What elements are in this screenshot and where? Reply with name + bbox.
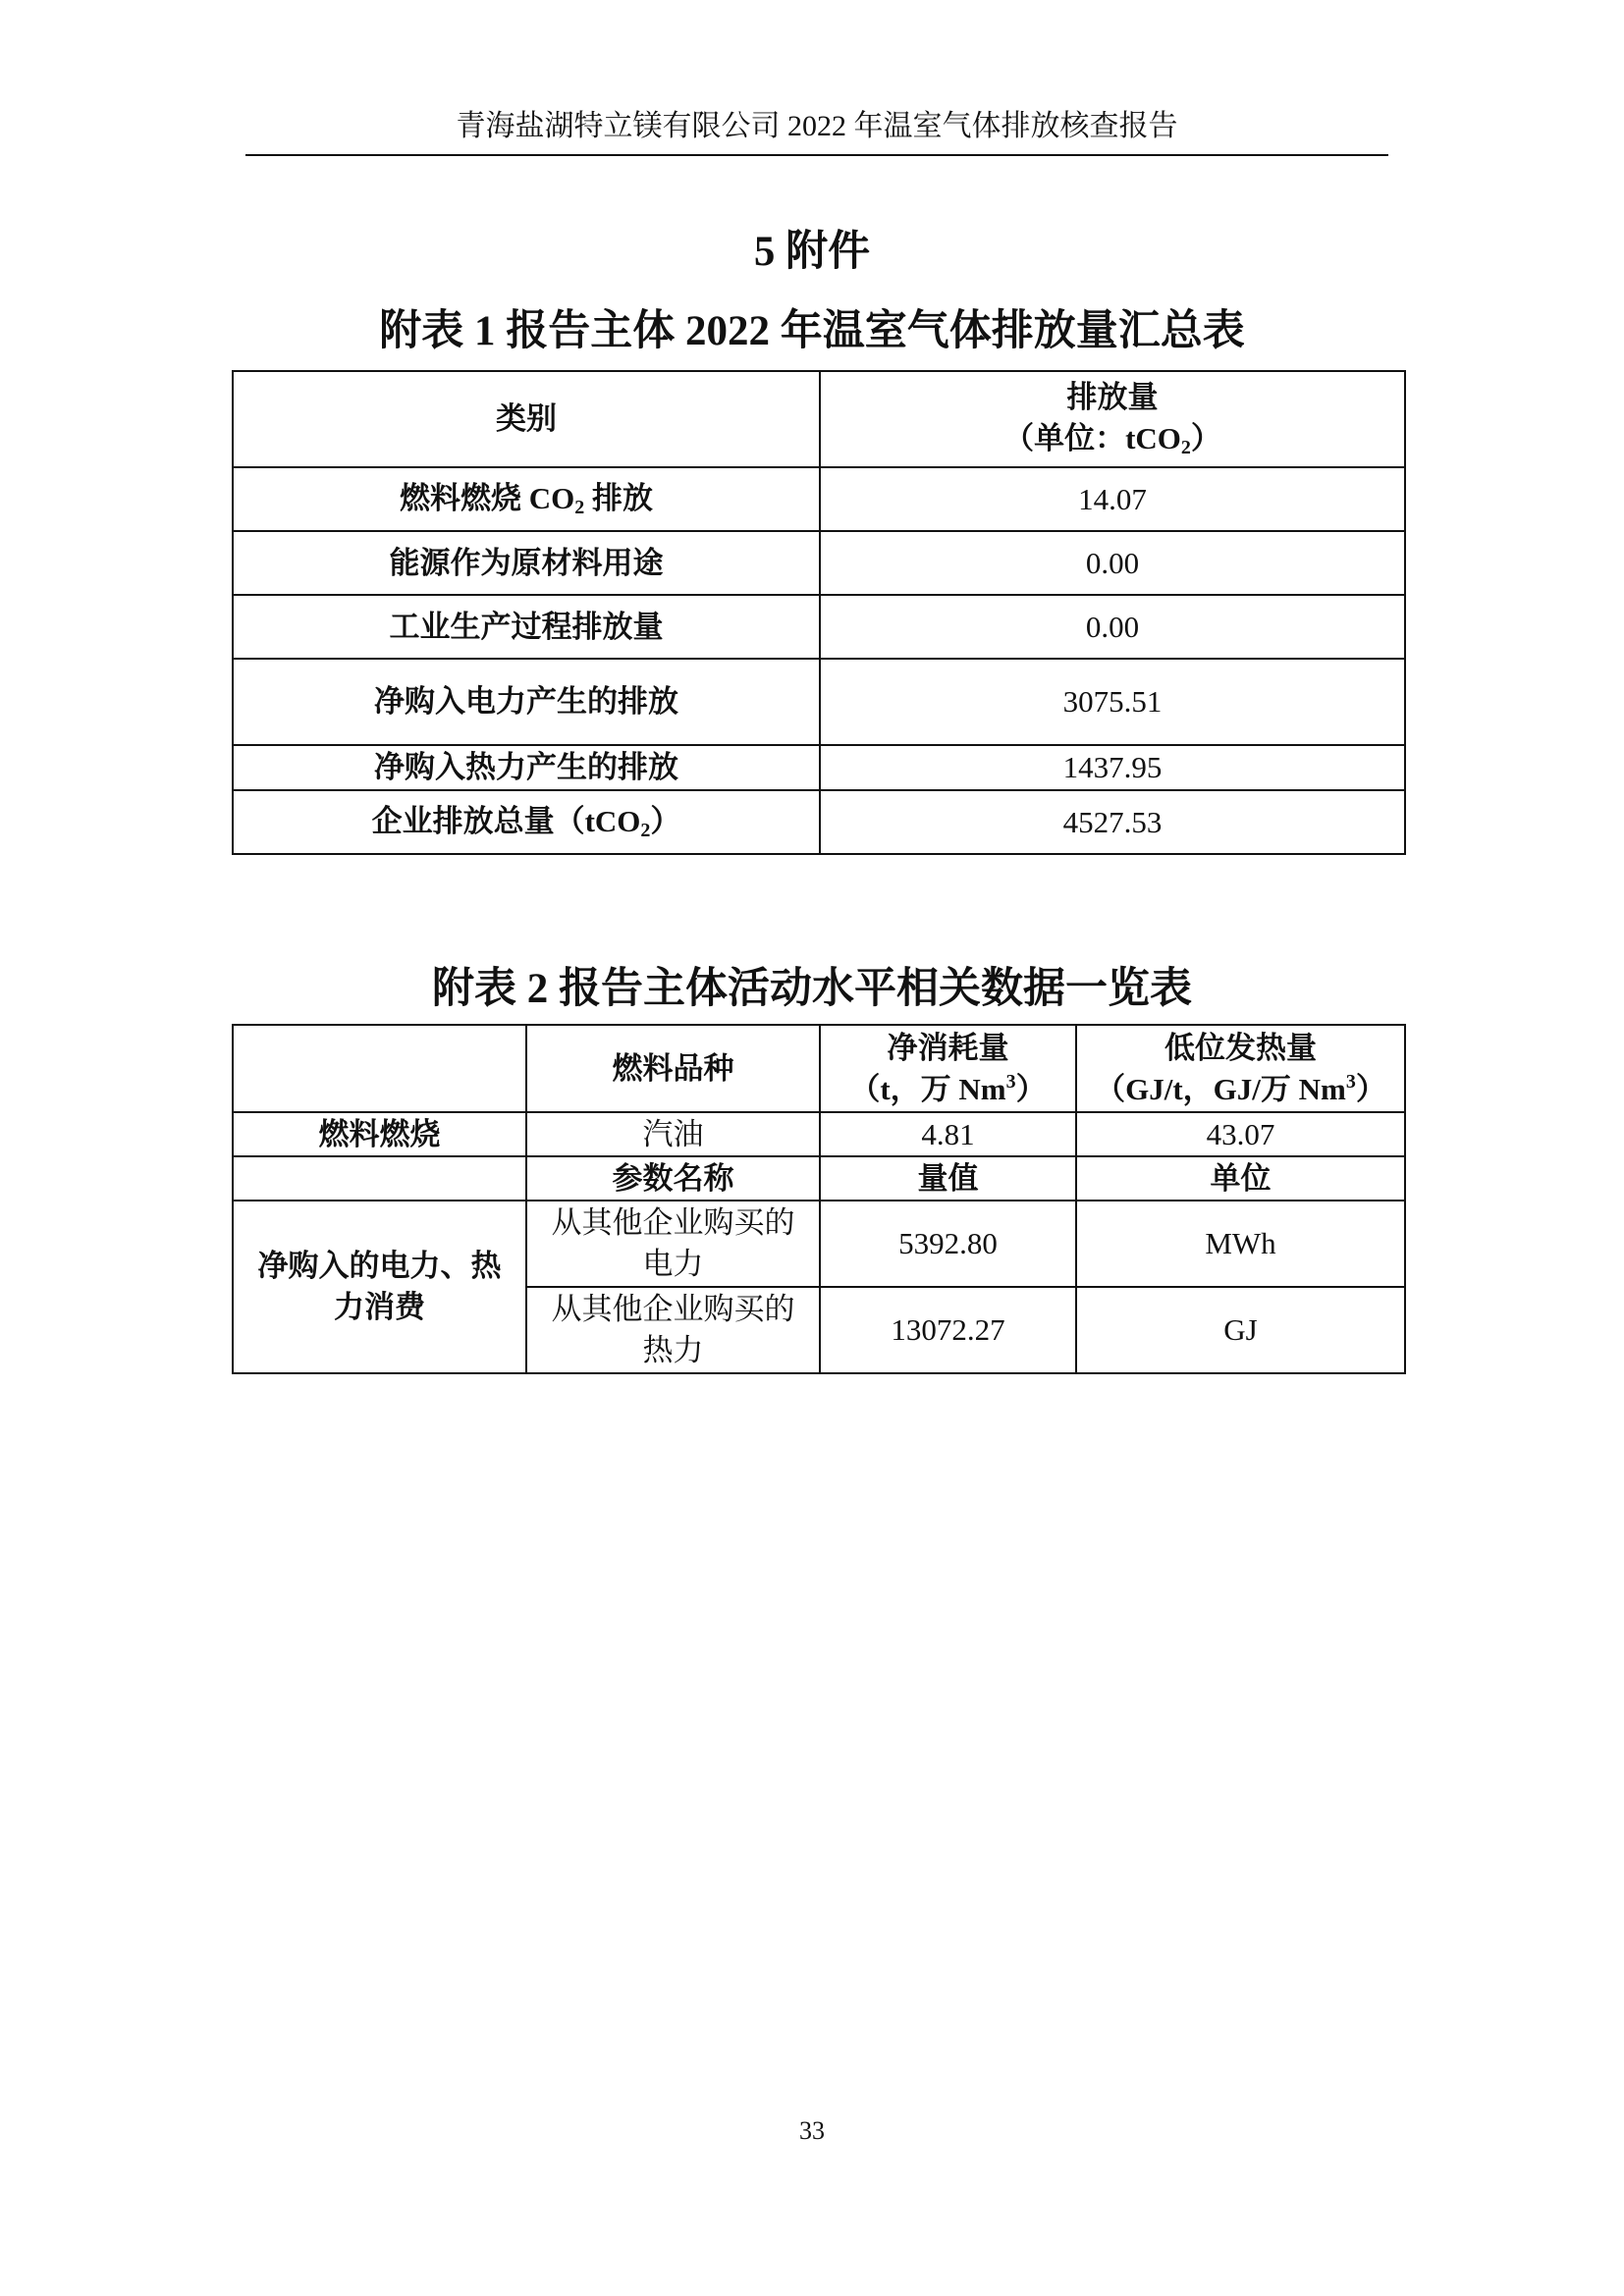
table-row — [233, 659, 1405, 745]
header-emission-label: 排放量 — [1066, 380, 1159, 415]
header-emission-unit: （单位：tCO2） — [1003, 420, 1221, 458]
table-row — [233, 790, 1405, 854]
activity-data-table — [232, 1024, 1406, 1374]
row-label-industrial-process: 工业生产过程排放量 — [233, 595, 820, 659]
header-net-consumption — [820, 1025, 1076, 1112]
header-emission — [820, 371, 1405, 467]
table-row — [233, 745, 1405, 790]
cell-heat-value: 13072.27 — [820, 1287, 1076, 1373]
row-label-fuel-combustion: 燃料燃烧 — [233, 1112, 526, 1156]
header-unit: 单位 — [1076, 1156, 1405, 1201]
cell-power-value: 5392.80 — [820, 1201, 1076, 1287]
row-value-fuel-combustion: 14.07 — [820, 467, 1405, 531]
table-header-row — [233, 1156, 1405, 1201]
cell-power-param: 从其他企业购买的电力 — [526, 1201, 820, 1287]
table-row — [233, 1201, 1405, 1287]
table-header-row — [233, 371, 1405, 467]
table-row — [233, 1112, 1405, 1156]
header-param-name: 参数名称 — [526, 1156, 820, 1201]
row-label-purchased-heat: 净购入热力产生的排放 — [233, 745, 820, 790]
header-fuel-type: 燃料品种 — [526, 1025, 820, 1112]
header-empty-cell — [233, 1025, 526, 1112]
header-empty-cell — [233, 1156, 526, 1201]
row-value-raw-material: 0.00 — [820, 531, 1405, 595]
table-row — [233, 531, 1405, 595]
row-label-fuel-combustion: 燃料燃烧 CO2 排放 — [233, 467, 820, 531]
cell-fuel-type: 汽油 — [526, 1112, 820, 1156]
table-row — [233, 595, 1405, 659]
header-ncv — [1076, 1025, 1405, 1112]
header-ncv-unit: （GJ/t，GJ/万 Nm$^3$） — [1095, 1070, 1386, 1106]
row-label-raw-material: 能源作为原材料用途 — [233, 531, 820, 595]
row-label-purchased-power: 净购入电力产生的排放 — [233, 659, 820, 745]
header-category: 类别 — [233, 371, 820, 467]
table2-title: 附表 2 报告主体活动水平相关数据一览表 — [432, 966, 1192, 1012]
row-value-purchased-power: 3075.51 — [820, 659, 1405, 745]
cell-fuel-ncv: 43.07 — [1076, 1112, 1405, 1156]
row-value-industrial-process: 0.00 — [820, 595, 1405, 659]
section-title: 5 附件 — [753, 229, 871, 275]
page-header: 青海盐湖特立镁有限公司 2022 年温室气体排放核查报告 — [456, 110, 1178, 142]
emissions-summary-table — [232, 370, 1406, 855]
page-number: 33 — [799, 2116, 825, 2145]
cell-power-unit: MWh — [1076, 1201, 1405, 1287]
header-value: 量值 — [820, 1156, 1076, 1201]
row-value-total: 4527.53 — [820, 790, 1405, 854]
cell-heat-param: 从其他企业购买的热力 — [526, 1287, 820, 1373]
header-ncv-label: 低位发热量 — [1164, 1030, 1317, 1065]
table1-title: 附表 1 报告主体 2022 年温室气体排放量汇总表 — [379, 308, 1245, 354]
cell-heat-unit: GJ — [1076, 1287, 1405, 1373]
table-header-row — [233, 1025, 1405, 1112]
header-net-consumption-label: 净消耗量 — [887, 1030, 1009, 1065]
row-label-total: 企业排放总量（tCO2） — [233, 790, 820, 854]
header-net-consumption-unit: （t，万 Nm$^3$） — [849, 1070, 1047, 1106]
row-value-purchased-heat: 1437.95 — [820, 745, 1405, 790]
cell-fuel-consumption: 4.81 — [820, 1112, 1076, 1156]
table-row — [233, 467, 1405, 531]
row-label-purchased-energy: 净购入的电力、热力消费 — [233, 1201, 526, 1373]
header-rule — [245, 154, 1388, 156]
